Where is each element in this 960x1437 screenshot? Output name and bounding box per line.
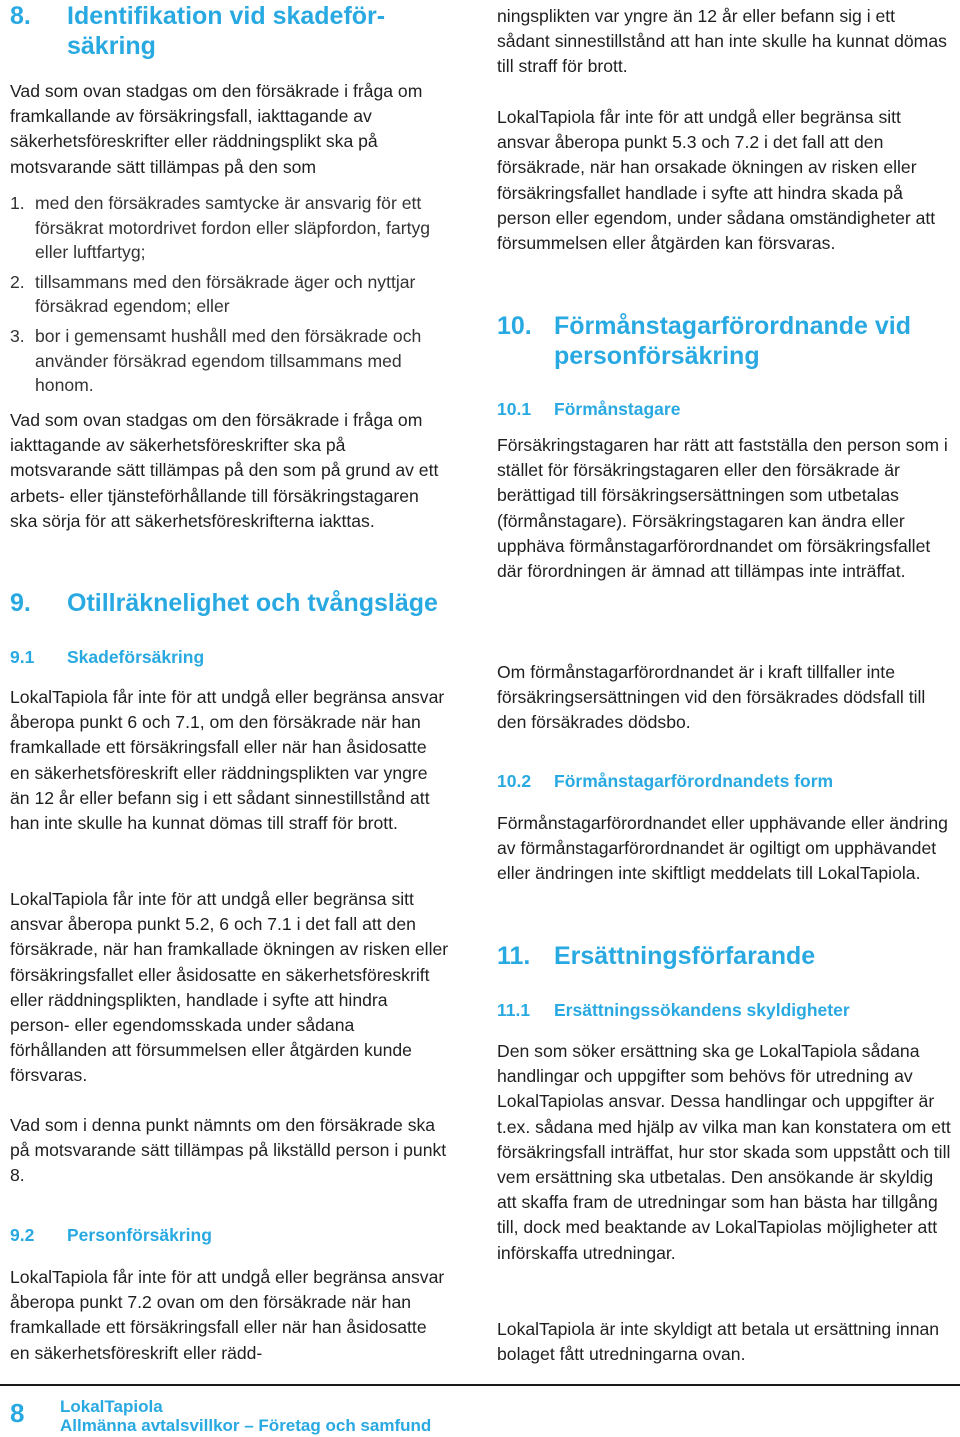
section-9-title: Otillräknelighet och tvångsläge (67, 589, 438, 617)
section-8-number: 8. (10, 2, 31, 30)
section-10-title-line1: Förmånstagarförordnande vid (554, 312, 911, 340)
section-11-heading (497, 941, 952, 971)
section-10-1-heading: 10.1 Förmånstagare (497, 399, 681, 419)
section-10-2-heading: 10.2 Förmånstagarförordnandets form (497, 771, 834, 791)
list-item: 2. tillsammans med den försäkrade äger och nyttjar försäkrad egendom; eller (10, 271, 416, 317)
section-10-1-paragraph-2: Om förmånstagarförordnandet är i kraft tillfaller inte försäkringsersättningen vid den försäkrades dödsfall till den försäkrades dödsbo. (497, 662, 926, 733)
section-10-2-paragraph-1: Förmånstagarförordnandet eller upphävande eller ändring av förmånstagarförordnandet är ogiltigt om upphävandet eller ändringen inte skiftligt meddelats till LokalTapiola. (497, 813, 948, 884)
section-9-1-paragraph-2: LokalTapiola får inte för att undgå eller begränsa sitt ansvar åberopa punkt 5.2, 6 och 7.1 i det fall att den försäkrade, när han framkallade ökningen av risken eller försäkringsfallet eller åsidosatte en säkerhetsföreskrift eller räddningsplikten, handlade i syfte att hindra person- eller egendomsskada under sådana förhållanden att försummelsen eller åtgärden kunde försvaras. (10, 889, 449, 1086)
section-9-1-heading: 9.1 Skadeförsäkring (10, 647, 205, 667)
section-9-1-paragraph-1: LokalTapiola får inte för att undgå eller begränsa ansvar åberopa punkt 6 och 7.1, om den försäkrade när han framkallade ett försäkringsfall eller när han åsidosatte en säkerhetsföreskrift eller räddningsplikten var yngre än 12 år eller befann sig i ett sådant sinnestillstånd att han inte skulle ha kunnat dömas till straff för brott. (10, 687, 445, 834)
footer-subtitle: Allmänna avtalsvillkor – Företag och samfund (60, 1416, 432, 1435)
section-9-2-paragraph-1: LokalTapiola får inte för att undgå eller begränsa ansvar åberopa punkt 7.2 ovan om den försäkrade när han framkallade ett försäkringsfall eller när han åsidosatte en säkerhetsföreskrift eller rädd- (10, 1267, 445, 1363)
section-9-number: 9. (10, 589, 31, 617)
section-8-title-line1: Identifikation vid skadeför- (67, 2, 386, 30)
section-10-title-line2: personförsäkring (554, 342, 760, 370)
section-11-1-paragraph-2: LokalTapiola är inte skyldigt att betala ut ersättning innan bolaget fått utredningarna ovan. (497, 1319, 940, 1365)
page-footer (0, 1384, 960, 1437)
section-8-heading (10, 1, 450, 61)
section-11-1-paragraph-1: Den som söker ersättning ska ge LokalTapiola sådana handlingar och uppgifter som behövs för utredning av LokalTapiolas ansvar. Dessa handlingar och uppgifter är t.ex. sådana med hjälp av vilka man kan konstatera om ett försäkringsfall inträffat, hur stor skada som uppstått och till vem ersättning ska utbetalas. Den ansökande är skyldig att skaffa fram de utredningar som han bästa har tillgång till, dock med beaktande av LokalTapiolas möjligheter att införskaffa utredningar. (497, 1041, 951, 1263)
section-8-list (10, 191, 450, 398)
section-9-heading (10, 588, 450, 618)
page-number: 8 (10, 1398, 25, 1428)
list-item: 3. bor i gemensamt hushåll med den försäkrade och använder försäkrad egendom tillsammans med honom. (10, 325, 422, 396)
section-9-2-paragraph-2: LokalTapiola får inte för att undgå eller begränsa sitt ansvar åberopa punkt 5.3 och 7.2 i det fall att den försäkrade, när han orsakade ökningen av risken eller försäkringsfallet handlade i syfte att hindra skada på person eller egendom, under sådana omständigheter att försummelsen eller åtgärden kan försvaras. (497, 107, 936, 254)
section-9-2-heading: 9.2 Personförsäkring (10, 1225, 212, 1245)
footer-brand (60, 1397, 431, 1435)
list-item: 1. med den försäkrades samtycke är ansvarig för ett försäkrat motordrivet fordon eller släpfordon, fartyg eller luftfartyg; (10, 193, 431, 263)
section-10-heading (497, 311, 952, 371)
section-9-1-paragraph-3: Vad som i denna punkt nämnts om den försäkrade ska på motsvarande sätt tillämpas på likställd person i punkt 8. (10, 1115, 447, 1186)
section-8-paragraph-2: Vad som ovan stadgas om den försäkrade i fråga om iakttagande av säkerhetsföreskrifter ska på motsvarande sätt tillämpas på den som på grund av ett arbets- eller tjänsteförhållande till försäkringstagaren ska sörja för att säkerhetsföreskrifterna iakttas. (10, 410, 439, 531)
section-10-1-paragraph-1: Försäkringstagaren har rätt att fastställa den person som i stället för försäkringstagaren eller den försäkrade är berättigad till försäkringsersättningen som utbetalas (förmånstagare). Försäkringstagaren kan ändra eller upphäva förmånstagarförordnandet om försäkringsfallet där förordningen är ämnad att tillämpas inte inträffat. (497, 435, 948, 582)
section-11-number: 11. (497, 942, 531, 970)
footer-brand-name: LokalTapiola (60, 1397, 163, 1416)
section-8-title-line2: säkring (67, 32, 156, 60)
continued-paragraph: ningsplikten var yngre än 12 år eller befann sig i ett sådant sinnestillstånd att han inte skulle ha kunnat dömas till straff för brott. (497, 6, 947, 77)
section-11-title: Ersättningsförfarande (554, 942, 816, 970)
section-11-1-heading: 11.1 Ersättningssökandens skyldigheter (497, 1000, 850, 1020)
section-10-number: 10. (497, 312, 532, 340)
section-8-paragraph-1: Vad som ovan stadgas om den försäkrade i fråga om framkallande av försäkringsfall, iakttagande av säkerhetsföreskrifter eller räddningsplikt ska på motsvarande sätt tillämpas på den som (10, 81, 423, 177)
